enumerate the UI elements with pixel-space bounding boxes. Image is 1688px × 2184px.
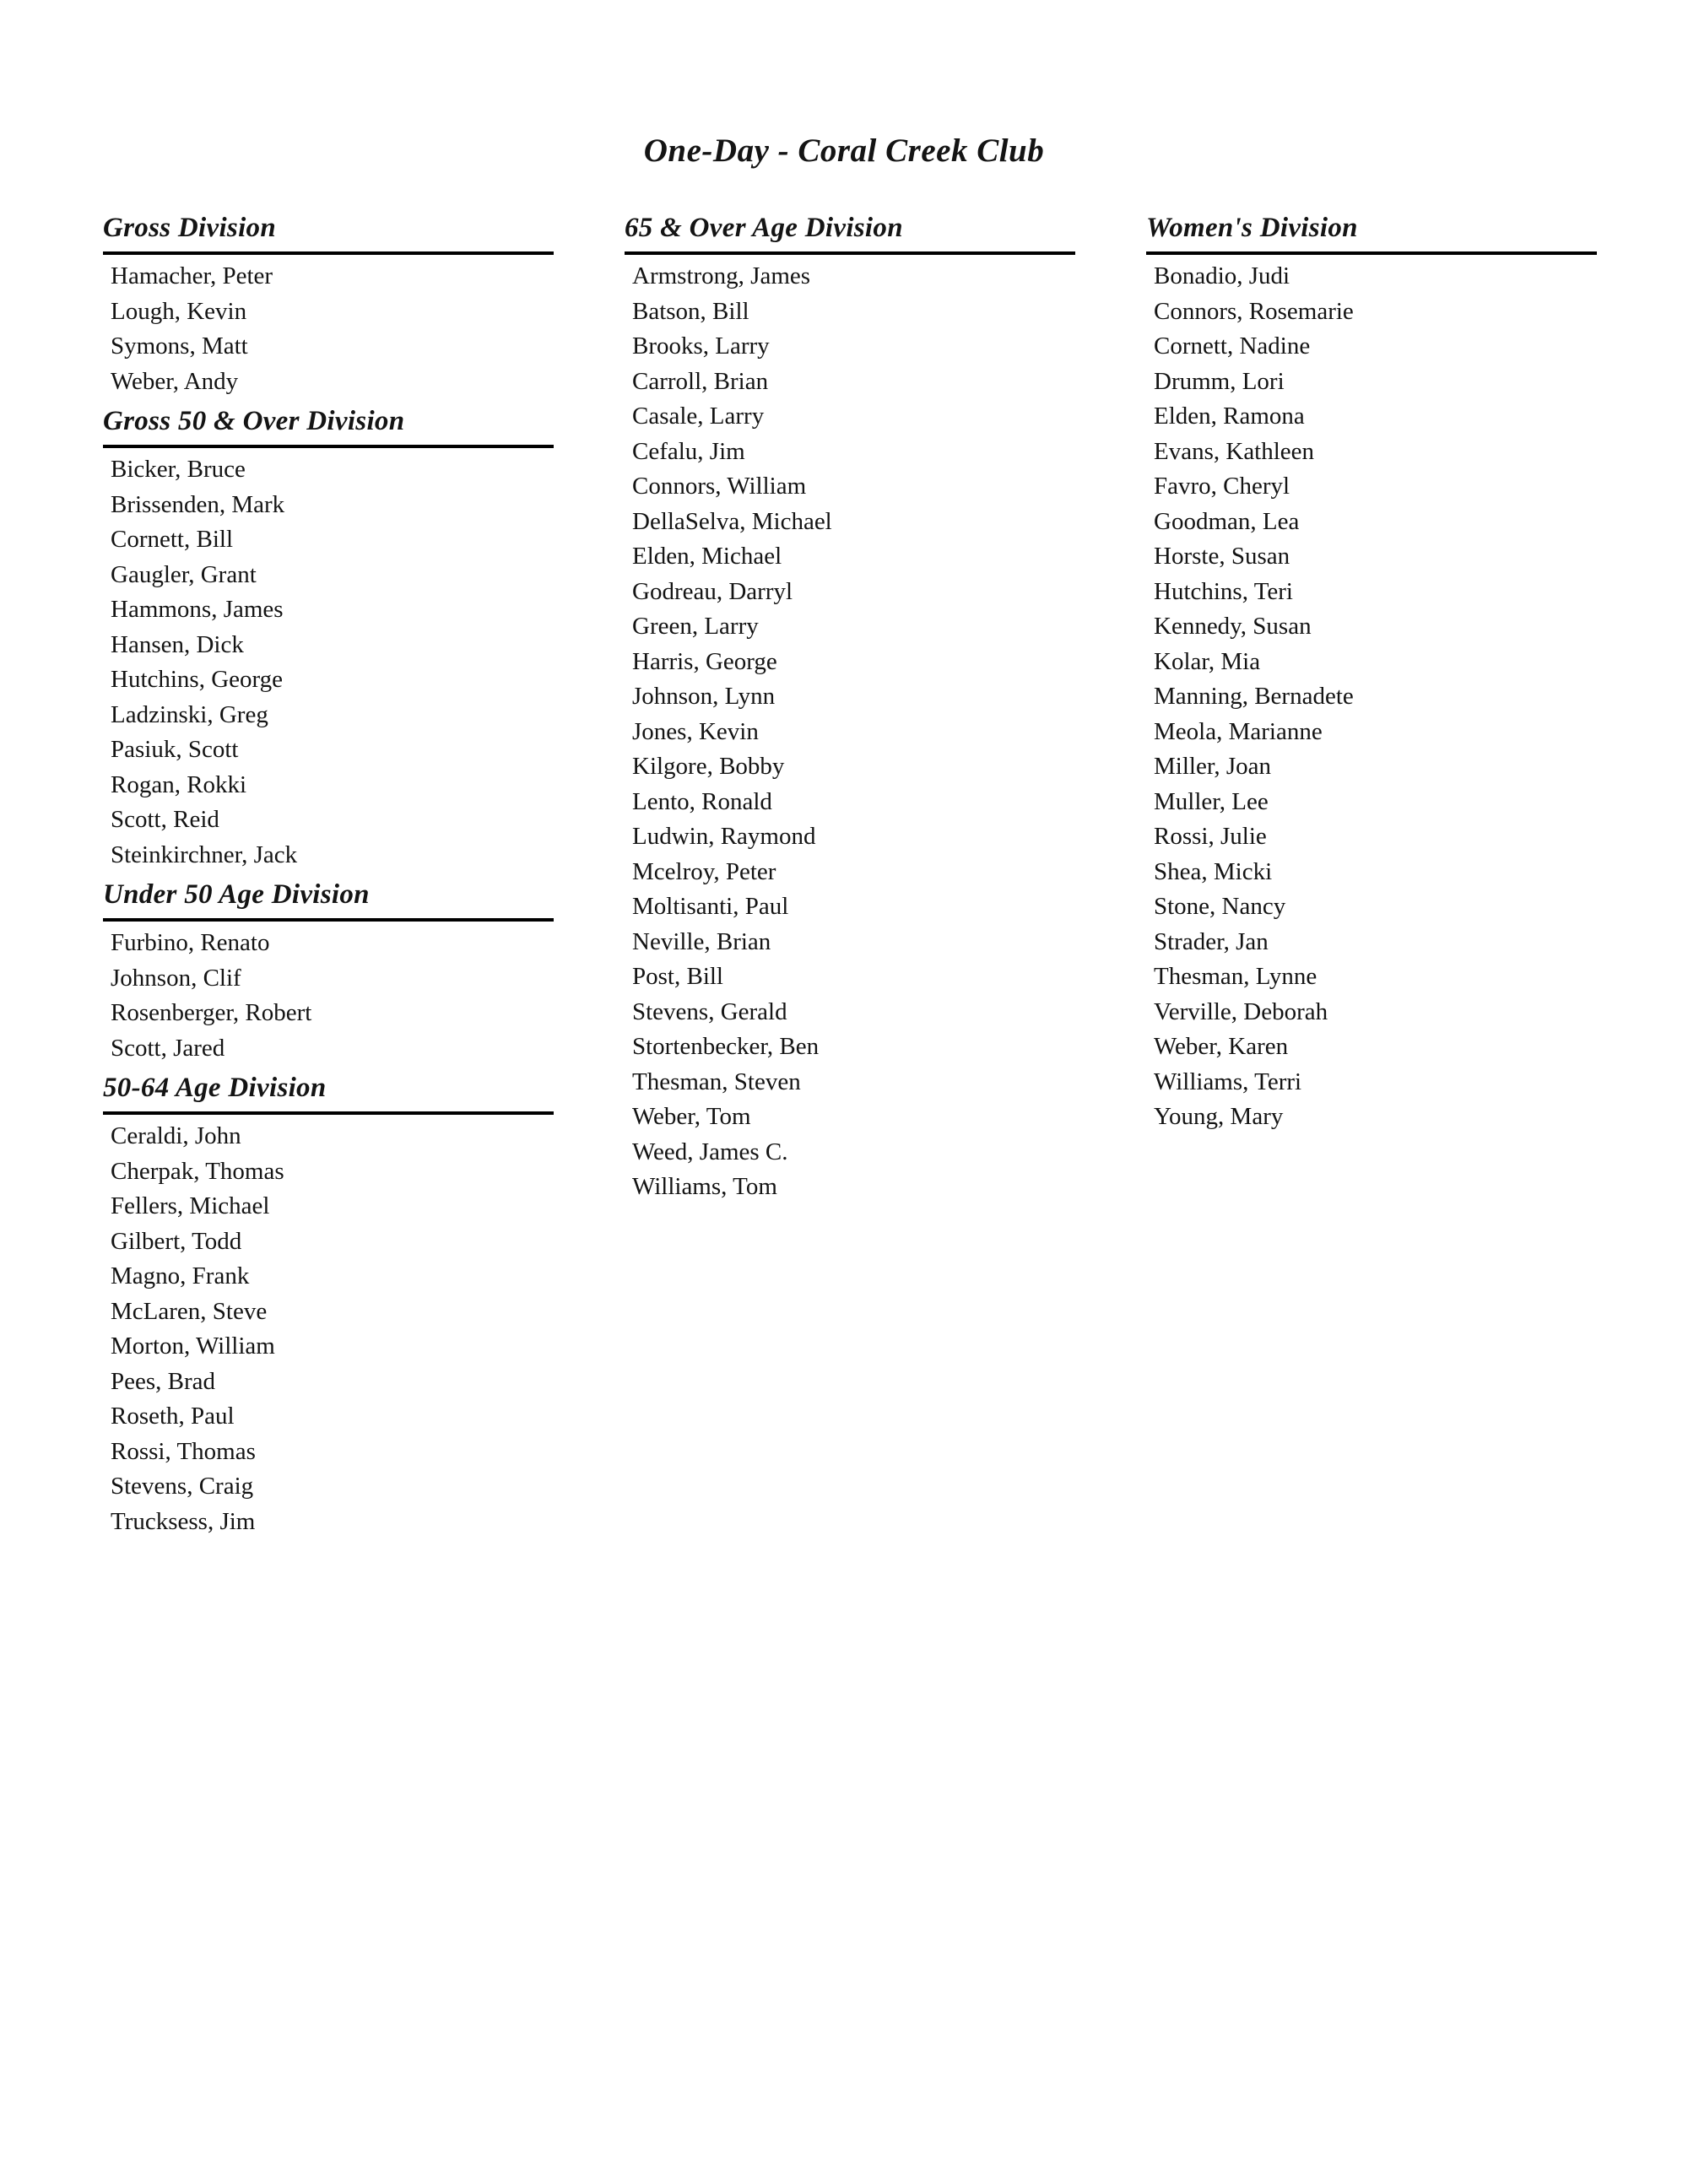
player-name: Meola, Marianne [1154,717,1323,745]
player-name: Muller, Lee [1154,787,1269,815]
player-name: Stevens, Craig [111,1473,254,1500]
player-name: Ladzinski, Greg [111,700,268,728]
player-name: Lento, Ronald [632,787,772,815]
player-name: Bonadio, Judi [1154,262,1290,289]
player-name: Mcelroy, Peter [632,857,776,885]
player-name: Rossi, Julie [1154,823,1267,850]
player-name: Carroll, Brian [632,367,769,395]
player-name: Stevens, Gerald [632,997,787,1025]
player-name: Evans, Kathleen [1154,437,1315,465]
player-name: Rossi, Thomas [111,1437,256,1465]
player-name: Cornett, Nadine [1154,332,1311,359]
player-name: Cornett, Bill [111,526,233,553]
player-name: Godreau, Darryl [632,577,793,605]
player-name: Post, Bill [632,963,723,990]
player-name: Moltisanti, Paul [632,893,789,920]
player-name: Connors, William [632,473,807,500]
player-list [103,448,554,873]
player-name: Scott, Jared [111,1034,225,1062]
player-name: Ludwin, Raymond [632,823,816,850]
player-name: Cherpak, Thomas [111,1157,284,1185]
player-list [625,255,1075,1205]
player-name: Kennedy, Susan [1154,613,1312,640]
player-name: Verville, Deborah [1154,997,1328,1025]
player-list [103,255,554,399]
player-name: Young, Mary [1154,1103,1284,1130]
player-name: Cefalu, Jim [632,437,745,465]
player-name: Green, Larry [632,613,759,640]
player-name: Roseth, Paul [111,1403,235,1430]
player-name: Kilgore, Bobby [632,753,785,780]
player-name: Rosenberger, Robert [111,999,312,1026]
player-name: Drumm, Lori [1154,367,1285,395]
player-list [1146,255,1597,1135]
player-name: Neville, Brian [632,927,771,955]
player-name: Horste, Susan [1154,543,1290,570]
player-name: Batson, Bill [632,297,749,325]
player-name: Manning, Bernadete [1154,683,1354,710]
player-name: Fellers, Michael [111,1192,270,1219]
player-name: Morton, William [111,1333,275,1360]
player-name: Scott, Reid [111,806,219,833]
player-name: Lough, Kevin [111,297,247,325]
division-header: 65 & Over Age Division [625,210,1075,255]
player-name: Elden, Michael [632,543,782,570]
player-name: Rogan, Rokki [111,770,247,798]
player-name: Williams, Terri [1154,1068,1302,1095]
player-name: Weed, James C. [632,1138,788,1165]
player-name: Goodman, Lea [1154,507,1300,535]
player-name: Gaugler, Grant [111,560,257,588]
player-name: Miller, Joan [1154,753,1271,780]
player-name: Stortenbecker, Ben [632,1033,820,1060]
player-name: Thesman, Steven [632,1068,801,1095]
column [1146,210,1597,1135]
player-name: Connors, Rosemarie [1154,297,1354,325]
division-header: Under 50 Age Division [103,877,554,922]
player-name: Harris, George [632,647,777,675]
player-name: Furbino, Renato [111,929,270,956]
player-name: Johnson, Clif [111,964,241,992]
player-name: Gilbert, Todd [111,1227,242,1255]
player-name: Johnson, Lynn [632,683,776,710]
player-name: Steinkirchner, Jack [111,841,298,868]
player-name: Hutchins, George [111,666,284,693]
player-name: DellaSelva, Michael [632,507,832,535]
division-header: Gross Division [103,210,554,255]
player-name: Weber, Tom [632,1103,751,1130]
player-name: Symons, Matt [111,332,248,359]
column [103,210,554,1539]
player-name: Williams, Tom [632,1173,777,1200]
player-name: Magno, Frank [111,1262,250,1289]
player-name: Shea, Micki [1154,857,1273,885]
player-name: Hutchins, Teri [1154,577,1293,605]
player-name: Hansen, Dick [111,630,244,658]
player-list [103,1115,554,1539]
player-name: Weber, Karen [1154,1033,1289,1060]
player-name: Bicker, Bruce [111,456,246,483]
division-header: Women's Division [1146,210,1597,255]
player-name: McLaren, Steve [111,1297,268,1325]
player-name: Jones, Kevin [632,717,759,745]
column [625,210,1075,1205]
player-name: Ceraldi, John [111,1122,241,1149]
player-name: Armstrong, James [632,262,811,289]
player-name: Hamacher, Peter [111,262,273,289]
player-name: Favro, Cheryl [1154,473,1290,500]
player-list [103,922,554,1066]
player-name: Stone, Nancy [1154,893,1286,920]
player-name: Hammons, James [111,596,284,623]
player-name: Brissenden, Mark [111,490,285,518]
player-name: Pasiuk, Scott [111,736,239,763]
division-columns [103,210,1688,1539]
division-header: 50-64 Age Division [103,1070,554,1115]
player-name: Strader, Jan [1154,927,1269,955]
player-name: Kolar, Mia [1154,647,1261,675]
player-name: Elden, Ramona [1154,403,1305,430]
player-name: Pees, Brad [111,1367,216,1395]
player-name: Casale, Larry [632,403,765,430]
player-name: Brooks, Larry [632,332,770,359]
page-title: One-Day - Coral Creek Club [643,132,1045,169]
player-name: Trucksess, Jim [111,1507,256,1535]
player-name: Weber, Andy [111,367,239,395]
player-name: Thesman, Lynne [1154,963,1317,990]
division-header: Gross 50 & Over Division [103,403,554,448]
